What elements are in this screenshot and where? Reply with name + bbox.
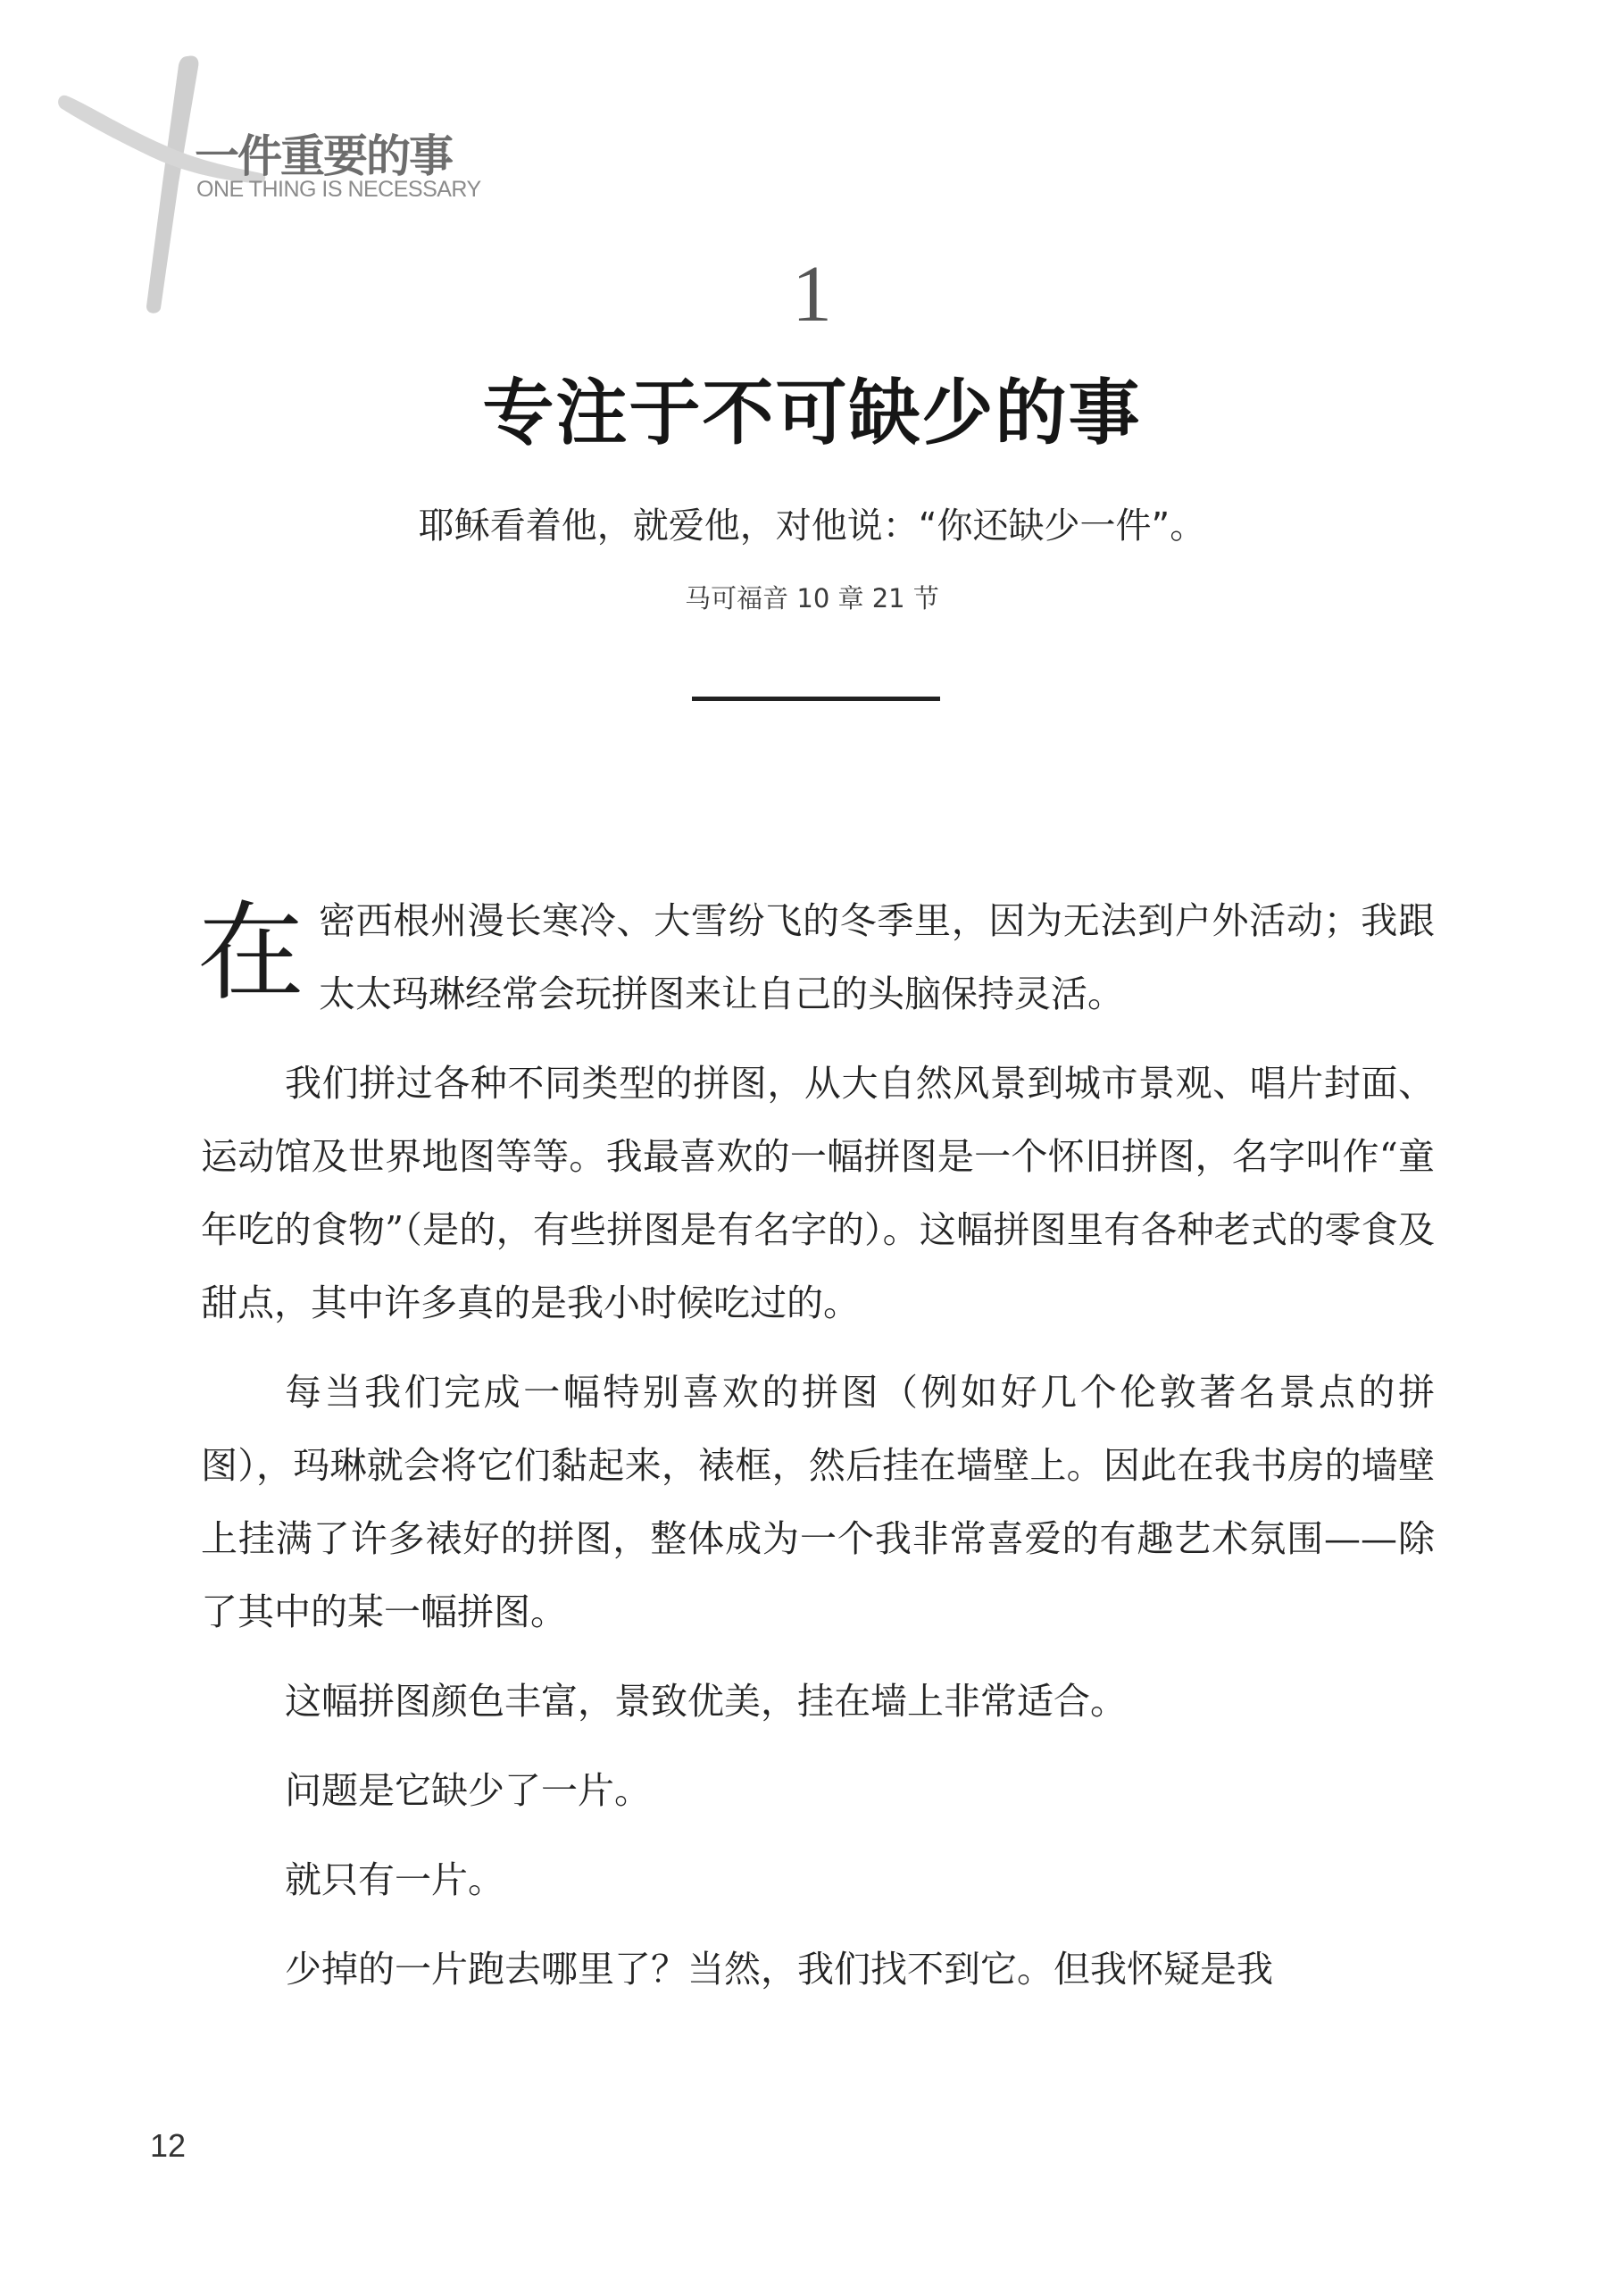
chapter-title: 专注于不可缺少的事: [482, 371, 1142, 455]
chapter-number: 1: [792, 250, 832, 338]
paragraph: 每当我们完成一幅特别喜欢的拼图（例如好几个伦敦著名景点的拼图），玛琳就会将它们黏起来，裱框，然后挂在墙壁上。因此在我书房的墙壁上挂满了许多裱好的拼图，整体成为一个我非常喜爱的有趣艺术氛围——除了其中的某一幅拼图。: [201, 1371, 1435, 1633]
section-divider: [692, 697, 940, 701]
paragraph: [197, 884, 1435, 1031]
paragraph: 这幅拼图颜色丰富，景致优美，挂在墙上非常适合。: [285, 1680, 1127, 1723]
body-text: [197, 884, 1435, 2022]
logo-subtitle: ONE THING IS NECESSARY: [196, 177, 481, 202]
logo-title: 一件重要的事: [195, 130, 452, 182]
paragraph: 问题是它缺少了一片。: [285, 1769, 651, 1812]
epigraph-source: 马可福音 10 章 21 节: [685, 583, 939, 614]
paragraph-text: 密西根州漫长寒冷、大雪纷飞的冬季里，因为无法到户外活动；我跟太太玛琳经常会玩拼图来让自己的头脑保持灵活。: [319, 899, 1435, 1015]
epigraph-quote: 耶稣看着他，就爱他，对他说：“你还缺少一件”。: [418, 505, 1206, 547]
paragraph: 我们拼过各种不同类型的拼图，从大自然风景到城市景观、唱片封面、运动馆及世界地图等等。我最喜欢的一幅拼图是一个怀旧拼图，名字叫作“童年吃的食物”（是的，有些拼图是有名字的）。这幅拼图里有各种老式的零食及甜点，其中许多真的是我小时候吃过的。: [201, 1062, 1435, 1324]
paragraph: 少掉的一片跑去哪里了？当然，我们找不到它。但我怀疑是我: [285, 1948, 1273, 1991]
paragraph: 就只有一片。: [285, 1858, 504, 1901]
drop-cap: 在: [197, 891, 304, 1015]
page-number: 12: [150, 2127, 187, 2164]
